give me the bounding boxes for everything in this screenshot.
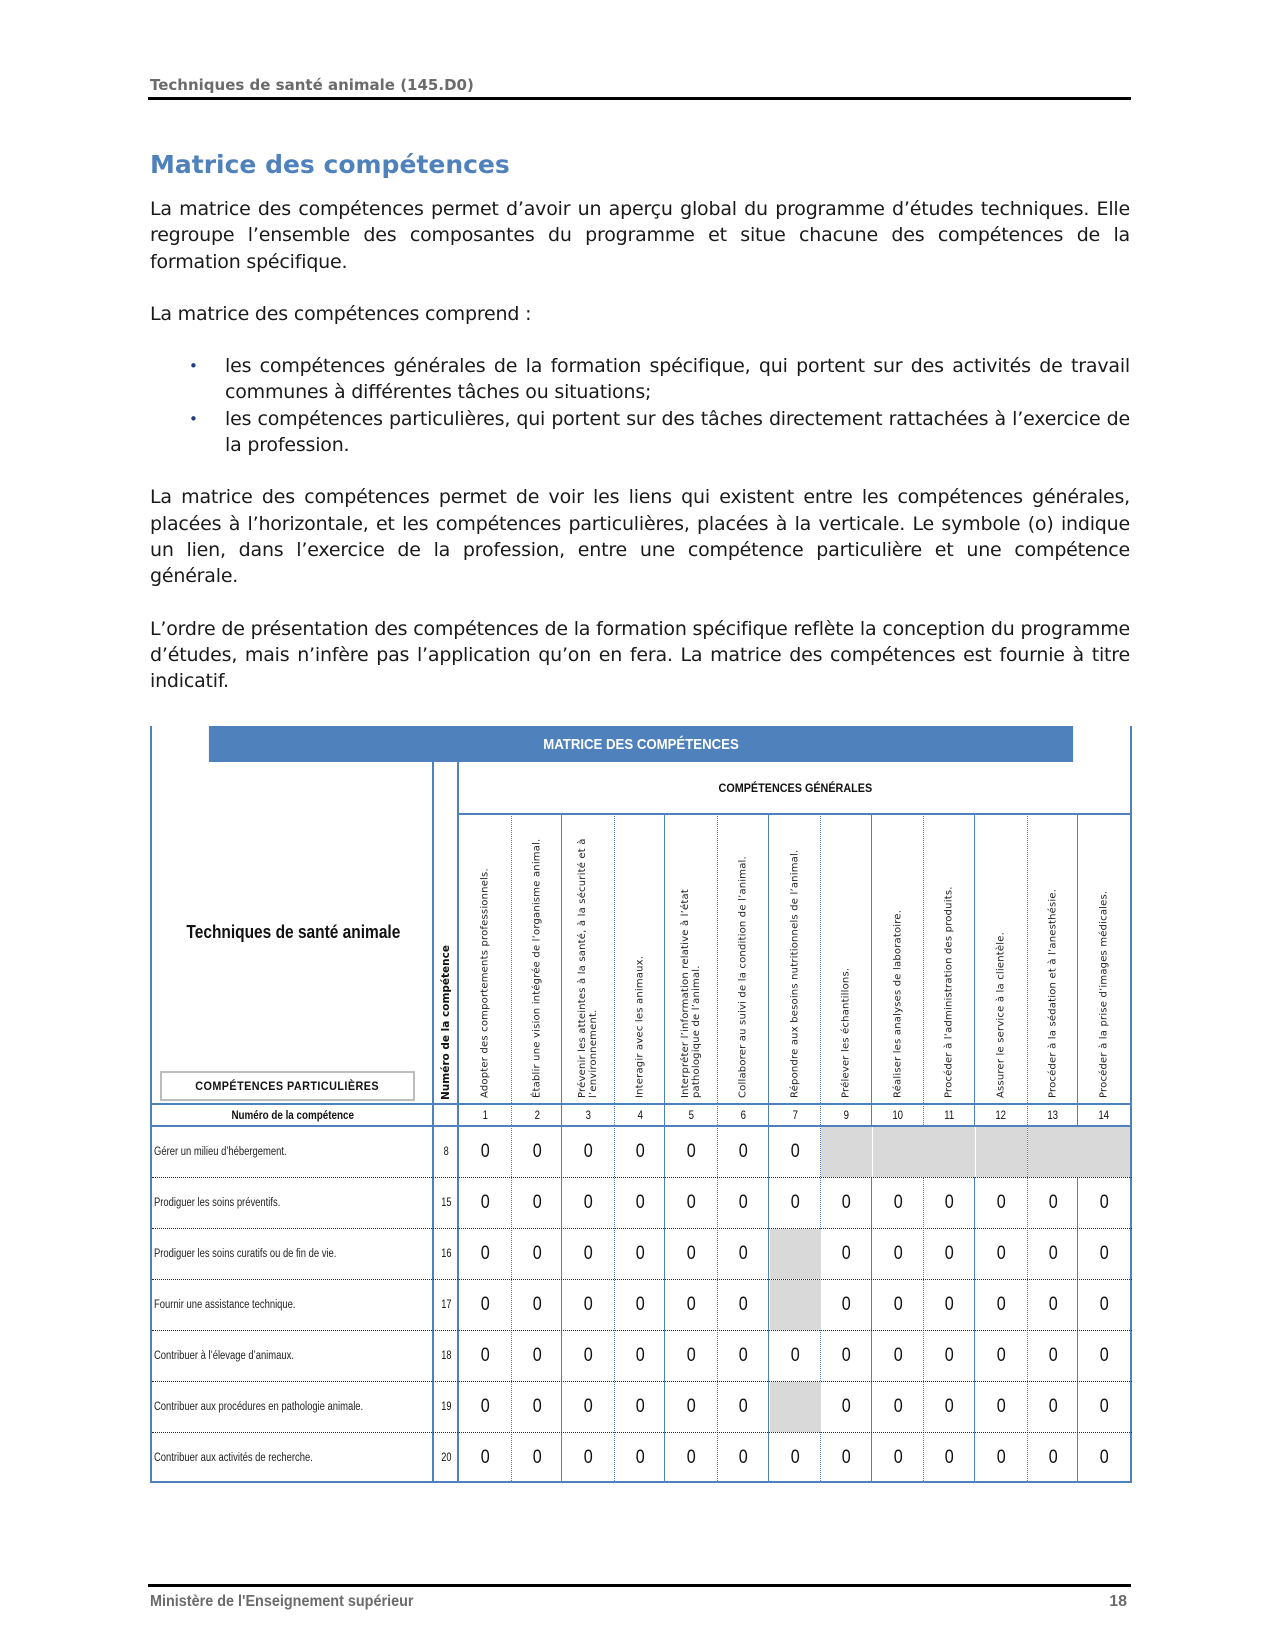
matrix-cell-link: 0 [480,1294,490,1315]
matrix-cell-link: 0 [686,1396,696,1417]
column-header-7: Répondre aux besoins nutritionnels de l’animal. [789,849,801,1098]
particulieres-label: COMPÉTENCES PARTICULIÈRES [160,1071,415,1101]
matrix-cell-link: 0 [738,1243,748,1264]
matrix-cell-link: 0 [944,1396,954,1417]
column-number: 1 [482,1108,488,1122]
matrix-title: MATRICE DES COMPÉTENCES [209,726,1073,762]
matrix-cell-link: 0 [583,1141,593,1162]
table-row-number: 19 [440,1400,452,1413]
matrix-cell-link: 0 [1048,1294,1058,1315]
matrix-cell-link: 0 [583,1192,593,1213]
table-row-number: 16 [440,1247,452,1260]
matrix-cell-empty [873,1127,924,1177]
matrix-cell-link: 0 [686,1447,696,1468]
order-paragraph: L’ordre de présentation des compétences de la formation spécifique reflète la conception du programme d’études, mais n’infère pas l’application qu’on en fera. La matrice des compétences est fournie à titre indicatif. [150,617,1130,693]
matrix-cell-link: 0 [583,1294,593,1315]
matrix-cell-link: 0 [635,1243,645,1264]
matrix-cell-link: 0 [1048,1447,1058,1468]
matrix-cell-link: 0 [480,1396,490,1417]
matrix-cell-link: 0 [532,1141,542,1162]
matrix-cell-link: 0 [738,1447,748,1468]
numero-row-label: Numéro de la compétence [231,1108,355,1122]
table-row-label: Gérer un milieu d’hébergement. [154,1145,287,1158]
matrix-cell-link: 0 [738,1396,748,1417]
matrix-cell-link: 0 [893,1243,903,1264]
matrix-cell-link: 0 [893,1294,903,1315]
column-number: 2 [534,1108,540,1122]
header-rule [148,97,1131,100]
matrix-cell-link: 0 [1099,1396,1109,1417]
table-row-label: Prodiguer les soins préventifs. [154,1196,281,1209]
includes-paragraph: La matrice des compétences comprend : [150,302,532,325]
matrix-cell-link: 0 [480,1243,490,1264]
column-header-10: Réaliser les analyses de laboratoire. [892,909,904,1098]
matrix-cell-empty [770,1229,821,1279]
matrix-cell-link: 0 [635,1141,645,1162]
column-header-5: Interpréter l’information relative à l’état pathologique de l’animal. [680,889,702,1098]
page-number: 18 [1109,1593,1127,1610]
column-header-13: Procéder à la sédation et à l’anesthésie. [1047,888,1059,1098]
matrix-cell-link: 0 [635,1192,645,1213]
matrix-cell-link: 0 [686,1243,696,1264]
table-row-label: Fournir une assistance technique. [154,1298,296,1311]
matrix-cell-link: 0 [841,1345,851,1366]
column-header-2: Établir une vision intégrée de l’organisme animal. [531,838,543,1098]
column-number: 4 [637,1108,643,1122]
matrix-cell-empty [976,1127,1027,1177]
matrix-cell-link: 0 [996,1243,1006,1264]
matrix-cell-link: 0 [635,1447,645,1468]
matrix-cell-link: 0 [1048,1192,1058,1213]
column-header-1: Adopter des comportements professionnels. [479,868,491,1098]
matrix-cell-link: 0 [480,1192,490,1213]
matrix-cell-link: 0 [893,1192,903,1213]
column-header-11: Procéder à l’administration des produits. [943,886,955,1098]
matrix-cell-link: 0 [635,1345,645,1366]
matrix-cell-link: 0 [790,1141,800,1162]
table-row-number: 18 [440,1349,452,1362]
table-row-label: Contribuer à l’élevage d’animaux. [154,1349,294,1362]
matrix-cell-link: 0 [583,1447,593,1468]
matrix-cell-link: 0 [944,1294,954,1315]
table-row-label: Contribuer aux activités de recherche. [154,1451,313,1464]
table-row-label: Prodiguer les soins curatifs ou de fin de vie. [154,1247,337,1260]
matrix-cell-link: 0 [841,1396,851,1417]
matrix-cell-link: 0 [944,1192,954,1213]
matrix-cell-link: 0 [635,1396,645,1417]
matrix-cell-link: 0 [1099,1447,1109,1468]
matrix-cell-link: 0 [686,1294,696,1315]
matrix-cell-link: 0 [841,1294,851,1315]
matrix-cell-link: 0 [635,1294,645,1315]
bullet-icon: • [189,409,198,428]
matrix-cell-link: 0 [532,1447,542,1468]
bullet-item: • les compétences particulières, qui portent sur des tâches directement rattachées à l’exercice de la profession. [189,407,1130,457]
bullet-item: • les compétences générales de la formation spécifique, qui portent sur des activités de travail communes à différentes tâches ou situations; [189,355,1130,404]
column-header-14: Procéder à la prise d’images médicales. [1098,890,1110,1098]
matrix-cell-link: 0 [1099,1294,1109,1315]
numero-vertical-label: Numéro de la compétence [440,945,452,1100]
matrix-cell-link: 0 [532,1294,542,1315]
column-number: 3 [585,1108,591,1122]
page-title: Matrice des compétences [150,150,510,179]
matrix-cell-link: 0 [583,1243,593,1264]
table-row-number: 17 [440,1298,452,1311]
matrix-cell-link: 0 [532,1192,542,1213]
matrix-cell-link: 0 [738,1345,748,1366]
matrix-cell-link: 0 [480,1345,490,1366]
matrix-cell-link: 0 [1099,1345,1109,1366]
matrix-cell-empty [821,1127,872,1177]
matrix-cell-link: 0 [1099,1243,1109,1264]
matrix-cell-link: 0 [532,1345,542,1366]
running-header: Techniques de santé animale (145.D0) [150,76,474,94]
divider-generales [458,813,1132,815]
matrix-cell-link: 0 [790,1192,800,1213]
table-row-label: Contribuer aux procédures en pathologie animale. [154,1400,364,1413]
matrix-cell-link: 0 [996,1447,1006,1468]
matrix-cell-link: 0 [944,1243,954,1264]
matrix-cell-empty [770,1280,821,1330]
matrix-cell-link: 0 [738,1294,748,1315]
matrix-cell-link: 0 [996,1192,1006,1213]
matrix-cell-link: 0 [1099,1192,1109,1213]
column-number: 5 [688,1108,694,1122]
matrix-cell-link: 0 [893,1447,903,1468]
bullet-icon: • [189,357,198,376]
matrix-cell-empty [1079,1127,1130,1177]
program-name: Techniques de santé animale [186,921,400,942]
matrix-cell-link: 0 [996,1294,1006,1315]
column-number: 12 [995,1108,1007,1122]
matrix-cell-link: 0 [686,1192,696,1213]
generales-label: COMPÉTENCES GÉNÉRALES [718,781,873,795]
footer-publisher: Ministère de l'Enseignement supérieur [150,1593,414,1610]
matrix-cell-link: 0 [532,1396,542,1417]
matrix-cell-link: 0 [738,1192,748,1213]
matrix-cell-link: 0 [686,1345,696,1366]
matrix-cell-link: 0 [583,1345,593,1366]
matrix-cell-link: 0 [583,1396,593,1417]
column-header-4: Interagir avec les animaux. [634,955,646,1098]
matrix-cell-link: 0 [893,1396,903,1417]
column-number: 7 [792,1108,798,1122]
column-header-9: Prélever les échantillons. [840,967,852,1098]
column-number: 14 [1098,1108,1110,1122]
body-content [150,196,1130,720]
column-number: 6 [740,1108,746,1122]
matrix-cell-link: 0 [1048,1345,1058,1366]
table-row-number: 20 [440,1451,452,1464]
matrix-cell-link: 0 [790,1447,800,1468]
matrix-cell-link: 0 [841,1243,851,1264]
column-header-12: Assurer le service à la clientèle. [995,932,1007,1098]
intro-paragraph: La matrice des compétences permet d’avoir un aperçu global du programme d’études techniques. Elle regroupe l’ensemble des composantes du programme et situe chacune des compétences de la formation spécifique. [150,198,1130,273]
matrix-cell-link: 0 [841,1447,851,1468]
matrix-cell-link: 0 [480,1141,490,1162]
column-header-6: Collaborer au suivi de la condition de l’animal. [737,856,749,1098]
matrix-cell-link: 0 [944,1447,954,1468]
column-number: 9 [843,1108,849,1122]
matrix-cell-link: 0 [1048,1243,1058,1264]
matrix-cell-empty [1028,1127,1079,1177]
matrix-cell-link: 0 [893,1345,903,1366]
matrix-cell-link: 0 [738,1141,748,1162]
matrix-cell-link: 0 [996,1396,1006,1417]
matrix-cell-link: 0 [686,1141,696,1162]
bullet-list [150,353,1130,458]
matrix-cell-link: 0 [790,1345,800,1366]
competency-matrix [150,726,1132,1483]
table-row-number: 8 [443,1145,449,1158]
matrix-cell-empty [924,1127,975,1177]
column-number: 11 [944,1108,954,1122]
matrix-cell-link: 0 [480,1447,490,1468]
footer-rule [148,1584,1131,1587]
links-paragraph: La matrice des compétences permet de voir les liens qui existent entre les compétences générales, placées à l’horizontale, et les compétences particulières, placées à la verticale. Le symbole (o) indique un lien, dans l’exercice de la profession, entre une compétence particulière et une compétence générale. [150,486,1130,588]
matrix-cell-link: 0 [1048,1396,1058,1417]
table-row-number: 15 [440,1196,452,1209]
matrix-cell-link: 0 [944,1345,954,1366]
matrix-cell-link: 0 [532,1243,542,1264]
column-number: 13 [1047,1108,1059,1122]
matrix-cell-empty [770,1382,821,1432]
matrix-cell-link: 0 [996,1345,1006,1366]
column-header-3: Prévenir les atteintes à la santé, à la sécurité et à l’environnement. [577,838,599,1098]
column-number: 10 [892,1108,904,1122]
matrix-cell-link: 0 [841,1192,851,1213]
